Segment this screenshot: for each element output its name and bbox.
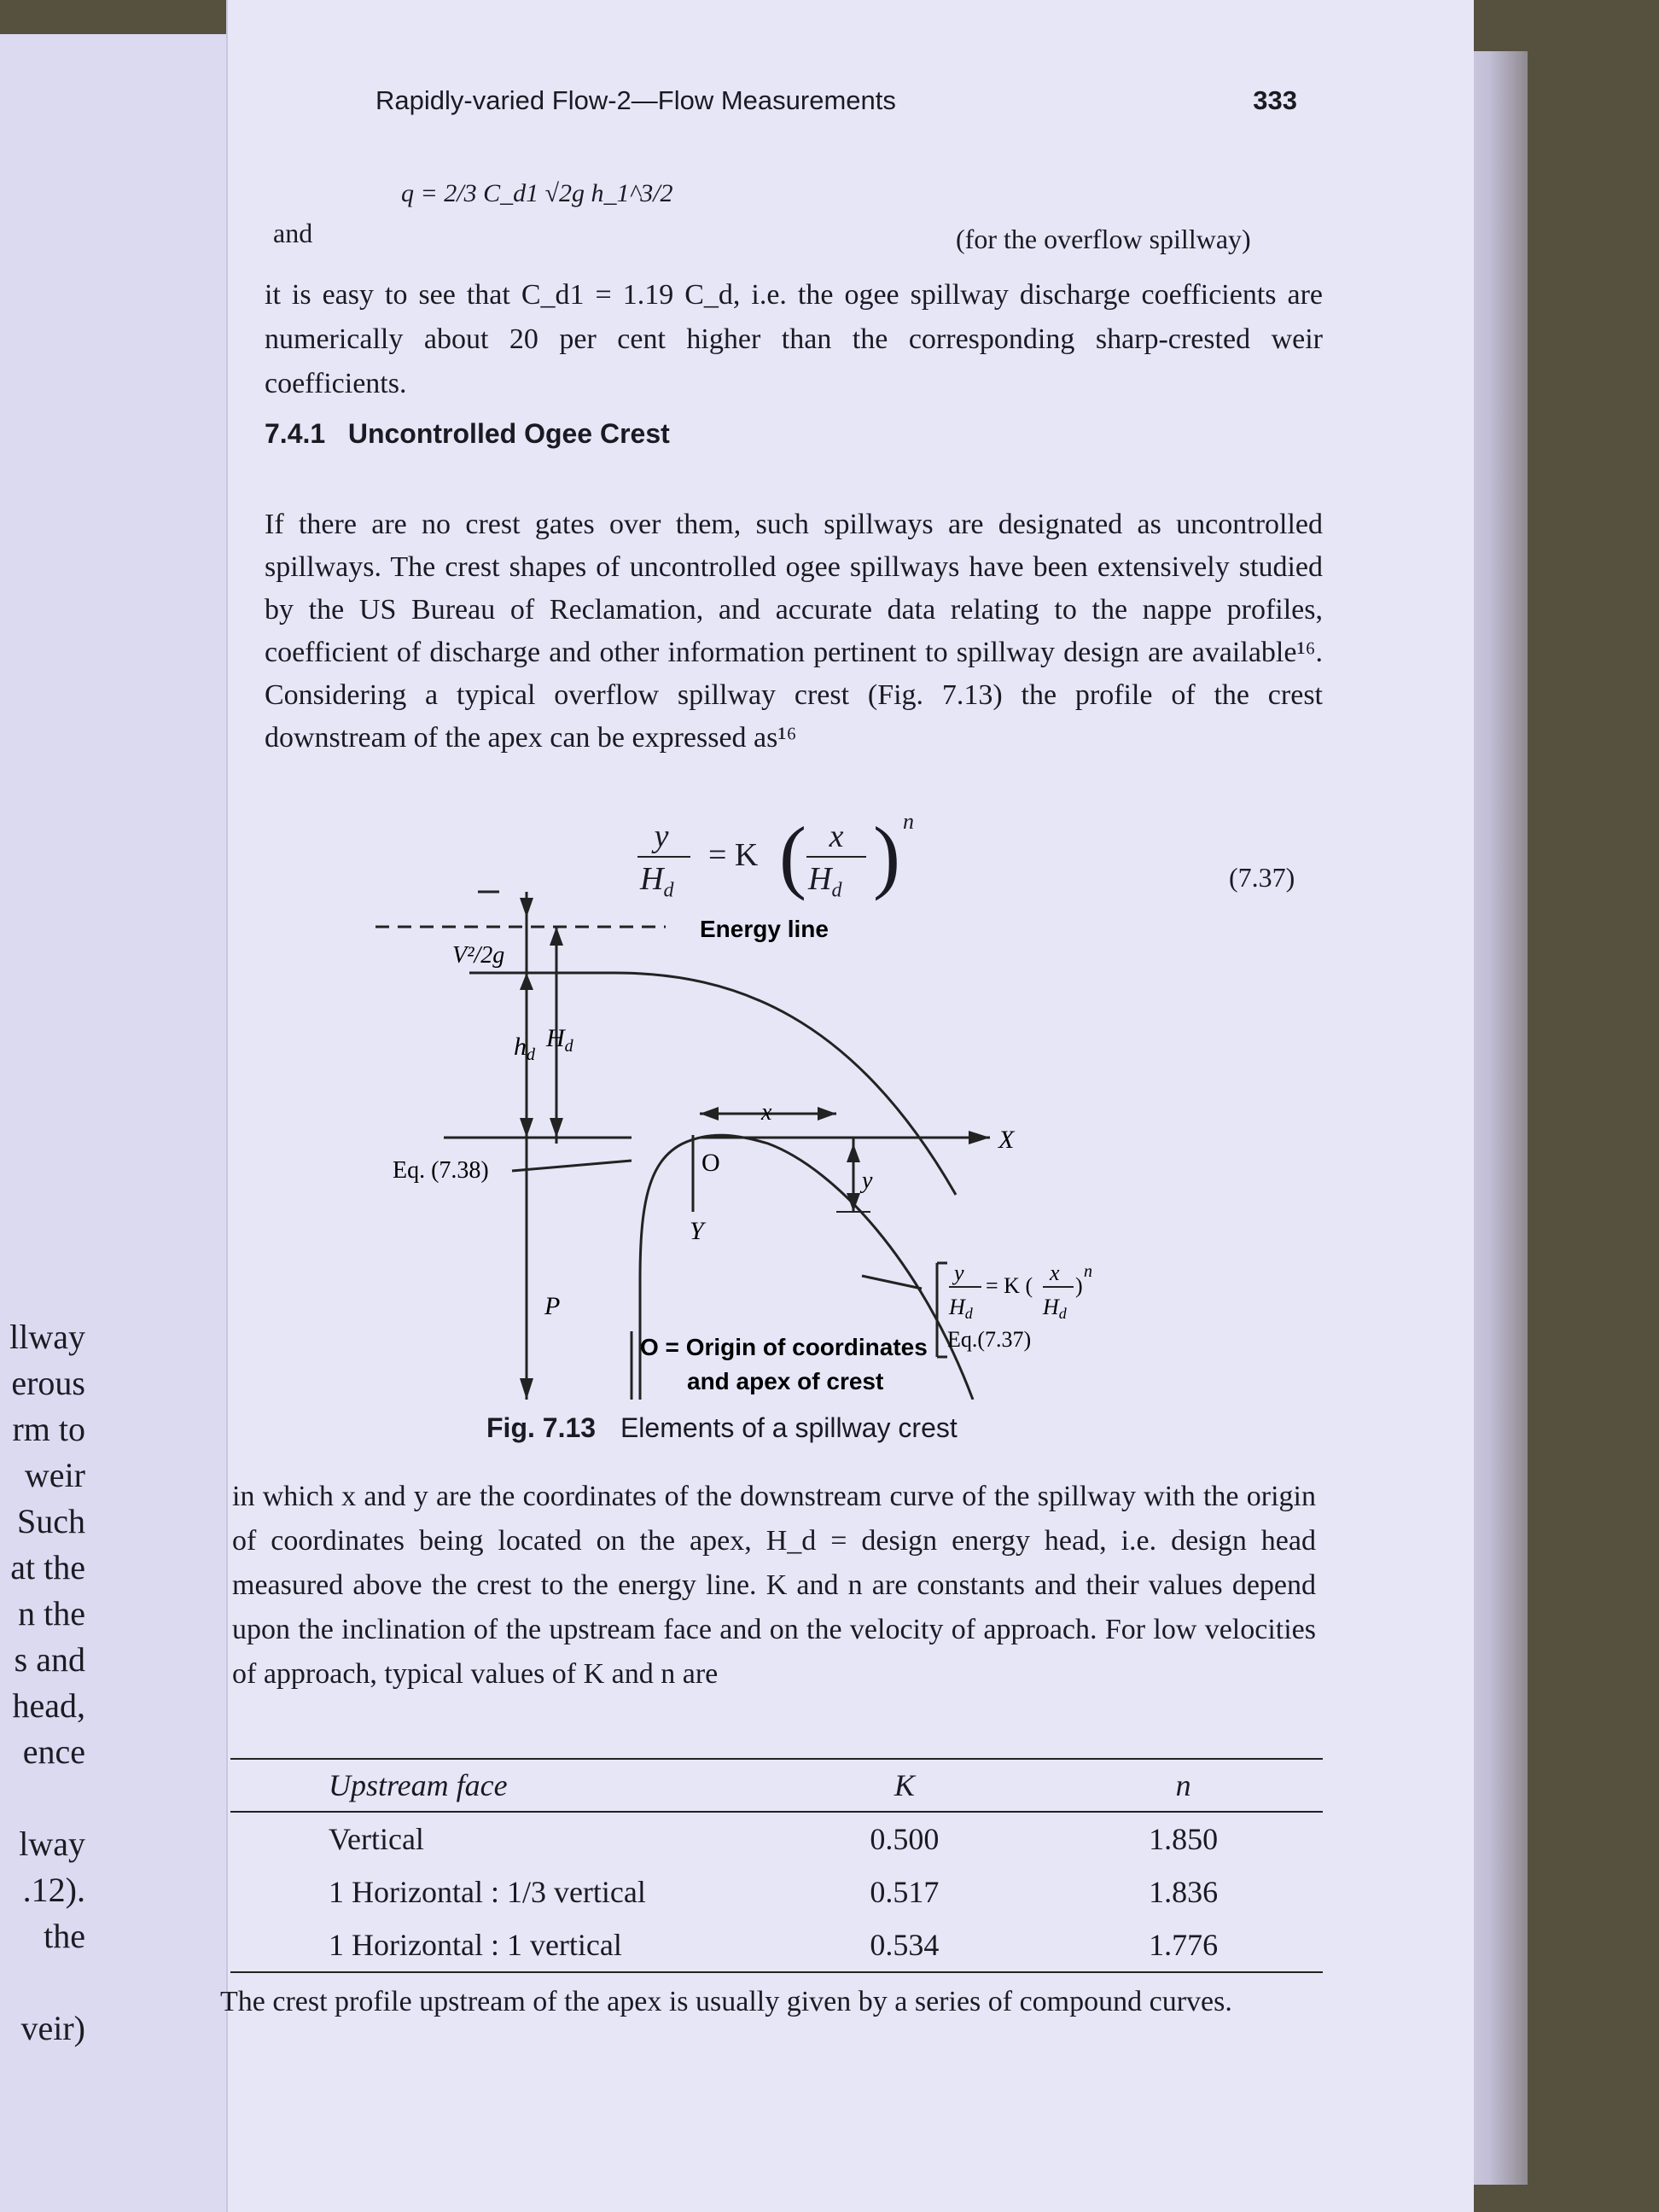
eq-frac-den: $H_d$ bbox=[808, 861, 842, 902]
cell-K: 0.500 bbox=[870, 1822, 940, 1856]
section-title: Uncontrolled Ogee Crest bbox=[347, 418, 670, 449]
eq737-close: ) bbox=[1075, 1273, 1083, 1298]
cell-n: 1.776 bbox=[1149, 1928, 1219, 1962]
eq-exponent: n bbox=[903, 809, 914, 834]
left-fragment: llway bbox=[9, 1318, 85, 1356]
arrow-hd-bottom bbox=[520, 1118, 533, 1138]
eq-frac-num: x bbox=[829, 818, 844, 854]
paragraph-3: The crest profile upstream of the apex is usually given by a series of compound curves. bbox=[220, 1986, 1232, 2017]
eq738-label: Eq. (7.38) bbox=[393, 1157, 489, 1184]
table-row bbox=[230, 1918, 1323, 1972]
left-fragment: erous bbox=[11, 1364, 85, 1402]
table-row bbox=[230, 1866, 1323, 1918]
left-fragment: the bbox=[44, 1917, 85, 1955]
header-title: Rapidly-varied Flow-2—Flow Measurements bbox=[375, 85, 896, 115]
eq737-x: x bbox=[1050, 1260, 1060, 1285]
left-fragment: at the bbox=[10, 1548, 85, 1586]
header-upstream-face: Upstream face bbox=[230, 1759, 765, 1812]
eq737-Hd: Hd bbox=[949, 1295, 973, 1322]
equation-number: (7.37) bbox=[1229, 862, 1295, 893]
paragraph-1: If there are no crest gates over them, such spillways are designated as uncontrolled spillways. The crest shapes of uncontrolled ogee spillways have been extensively studied by the US Bureau of Reclamation, and accurate data relating to the nappe profiles, coefficient of discharge and other information pertinent to spillway design are available¹⁶. Considering a typical overflow spillway crest (Fig. 7.13) the profile of the crest downstream of the apex can be expressed as¹⁶ bbox=[265, 509, 1323, 754]
eq-paren-right: ) bbox=[873, 810, 900, 901]
left-fragment: weir bbox=[24, 1456, 85, 1494]
x-label: x bbox=[761, 1099, 772, 1126]
P-label: P bbox=[544, 1292, 561, 1320]
section-number: 7.4.1 bbox=[265, 418, 326, 449]
eq737-y: y bbox=[954, 1260, 964, 1285]
table-header-row bbox=[230, 1759, 1323, 1812]
left-fragment: ence bbox=[22, 1732, 85, 1771]
q-equation: q = 2/3 C_d1 √2g h_1^3/2 bbox=[401, 179, 673, 207]
O-label: O bbox=[701, 1149, 720, 1177]
cell-n: 1.850 bbox=[1149, 1822, 1219, 1856]
table-row bbox=[230, 1812, 1323, 1866]
left-fragment: head, bbox=[12, 1686, 85, 1725]
kn-table bbox=[230, 1758, 1323, 1973]
header-K: K bbox=[765, 1759, 1045, 1812]
figure-spillway-crest bbox=[324, 853, 1178, 1400]
eq737-K: = K ( bbox=[986, 1273, 1033, 1298]
arrow-Hd-bottom bbox=[550, 1118, 563, 1138]
arrow-hd-top bbox=[520, 973, 533, 990]
left-fragment: rm to bbox=[12, 1410, 85, 1448]
y-arrow-top bbox=[847, 1144, 860, 1162]
page-number: 333 bbox=[1253, 85, 1297, 115]
eq737-Hd2: Hd bbox=[1043, 1295, 1067, 1322]
arrow-Hd-top bbox=[550, 927, 563, 946]
eq738-pointer bbox=[512, 1161, 632, 1171]
v2g-label: V²/2g bbox=[452, 942, 505, 969]
y-label: y bbox=[862, 1167, 873, 1194]
and-word: and bbox=[273, 218, 313, 248]
eq737-label: Eq.(7.37) bbox=[947, 1327, 1032, 1352]
cell-face: 1 Horizontal : 1 vertical bbox=[329, 1928, 622, 1962]
paragraph-2: in which x and y are the coordinates of the downstream curve of the spillway with the origin of coordinates being located on the apex, H_d = design energy head, i.e. design head measured above the crest to the energy line. K and n are constants and their values depend upon the inclination of the upstream face and on the velocity of approach. For low velocities of approach, typical values of K and n are bbox=[232, 1481, 1316, 1690]
left-fragment bbox=[0, 1775, 85, 1821]
X-label: X bbox=[998, 1126, 1015, 1154]
x-arrow-left bbox=[700, 1107, 719, 1121]
cell-K: 0.534 bbox=[870, 1928, 940, 1962]
Y-label: Y bbox=[690, 1217, 704, 1245]
left-page-text bbox=[0, 1314, 85, 2052]
eq737-n: n bbox=[1084, 1262, 1092, 1281]
left-fragment: veir) bbox=[20, 2009, 85, 2047]
arrow-v2g-bottom bbox=[520, 898, 533, 917]
origin-label-1: O = Origin of coordinates bbox=[640, 1334, 928, 1360]
cell-face: 1 Horizontal : 1/3 vertical bbox=[329, 1875, 646, 1909]
q-note: (for the overflow spillway) bbox=[956, 224, 1251, 254]
eq-lhs-num: y bbox=[654, 818, 669, 854]
figure-caption bbox=[486, 1412, 1169, 1444]
eq-lhs-den: $H_d$ bbox=[640, 861, 674, 902]
left-fragment: s and bbox=[14, 1640, 85, 1679]
eq-paren-left: ( bbox=[779, 810, 806, 901]
left-page bbox=[0, 34, 249, 2212]
left-fragment: n the bbox=[18, 1594, 85, 1633]
caption-number: Fig. 7.13 bbox=[486, 1412, 597, 1443]
energy-line-label: Energy line bbox=[700, 916, 829, 942]
section-heading bbox=[265, 418, 670, 450]
header-n: n bbox=[1044, 1759, 1323, 1812]
running-header bbox=[375, 85, 1297, 116]
left-fragment: .12). bbox=[22, 1871, 85, 1909]
arrow-p-bottom bbox=[520, 1378, 533, 1400]
origin-label-2: and apex of crest bbox=[687, 1368, 884, 1394]
Hd-label: $H_d$ bbox=[546, 1024, 573, 1056]
cell-K: 0.517 bbox=[870, 1875, 940, 1909]
eq-equals-k: = K bbox=[708, 837, 759, 873]
hd-small-label: $h_d$ bbox=[514, 1033, 535, 1064]
cell-face: Vertical bbox=[329, 1822, 424, 1856]
x-axis-arrow bbox=[969, 1131, 990, 1144]
cell-n: 1.836 bbox=[1149, 1875, 1219, 1909]
intro-paragraph: it is easy to see that C_d1 = 1.19 C_d, i.e. the ogee spillway discharge coefficients are numerically about 20 per cent higher than the corresponding sharp-crested weir coefficients. bbox=[265, 279, 1323, 399]
x-arrow-right bbox=[818, 1107, 836, 1121]
left-fragment: Such bbox=[17, 1502, 85, 1540]
caption-text: Elements of a spillway crest bbox=[620, 1412, 958, 1443]
left-fragment: lway bbox=[19, 1825, 85, 1863]
left-fragment bbox=[0, 1959, 85, 2005]
